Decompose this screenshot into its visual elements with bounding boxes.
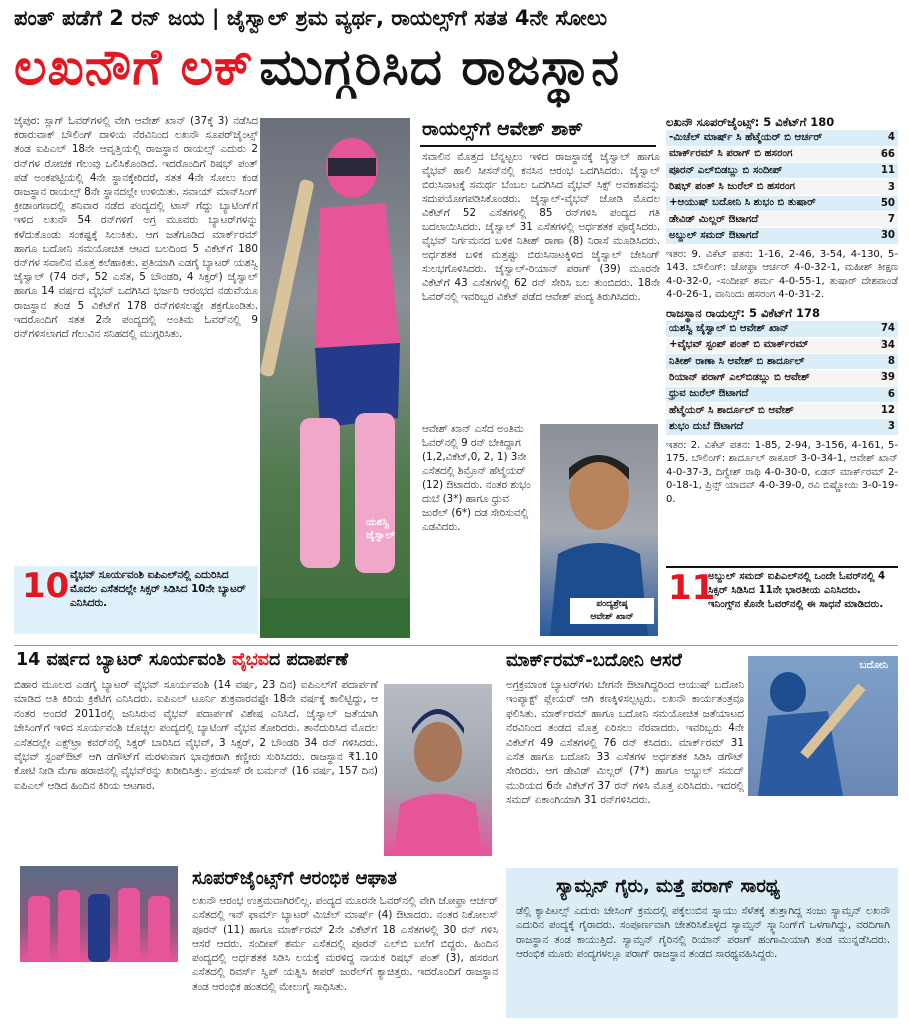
main-headline bbox=[14, 38, 896, 108]
main-story-paragraph: ಜೈಪುರ: ಸ್ಲಾಗ್ ಓವರ್‌ಗಳಲ್ಲಿ ವೇಗಿ ಆವೇಶ್ ಖಾನ್ (37ಕ್ಕೆ 3) ನಡೆಸಿದ ಕರಾರುವಾಕ್ ಬೌಲಿಂಗ್ ದಾಳಿಯ ನೆರವಿನಿಂದ ಲಖನೌ ಸೂಪರ್‌ಜೈಂಟ್ಸ್ ತಂಡ ಐಪಿಎಲ್ 18ನೇ ಆವೃತ್ತಿಯಲ್ಲಿ ರಾಜಸ್ಥಾನ ರಾಯಲ್ಸ್ ಎದುರು 2 ರನ್‌ಗಳ ರೋಚಕ ಗೆಲುವು ಒಲಿಸಿಕೊಂಡಿದೆ. ಇದರೊಂದಿಗೆ ರಿಷಭ್ ಪಂತ್ ಪಡೆ ಅಂಕಪಟ್ಟಿಯಲ್ಲಿ 4ನೇ ಸ್ಥಾನಕ್ಕೇರಿದರೆ, ಸತತ 4ನೇ ಸೋಲು ಕಂಡ ರಾಜಸ್ಥಾನ ರಾಯಲ್ಸ್ 8ನೇ ಸ್ಥಾನದಲ್ಲೇ ಉಳಿಯಿತು. ಸವಾಯ್ ಮಾನ್‌ಸಿಂಗ್ ಕ್ರೀಡಾಂಗಣದಲ್ಲಿ ಶನಿವಾರ ನಡೆದ ಪಂದ್ಯದಲ್ಲಿ ಟಾಸ್ ಗೆದ್ದು ಬ್ಯಾಟಿಂಗ್‌ಗೆ ಇಳಿದ ಲಖನೌ 54 ರನ್‌ಗಳಿಗೆ ಅಗ್ರ ಮೂವರು ಬ್ಯಾಟರ್‌ಗಳನ್ನು ಕಳೆದುಕೊಂಡು ಸಂಕಷ್ಟಕ್ಕೆ ಸಿಲುಕಿತು. ಆಗ ಜತೆಗೂಡಿದ ಮಾರ್ಕ್‌ರಮ್ ಹಾಗೂ ಬದೋನಿ ಸಮಯೋಚಿತ ಆಟದ ಬಲದಿಂದ 5 ವಿಕೆಟ್‌ಗೆ 180 ರನ್‌ಗಳ ಸವಾಲಿನ ಮೊತ್ತ ಕಲೆಹಾಕಿತು. ಪ್ರತಿಯಾಗಿ ಎಡಗೈ ಬ್ಯಾಟರ್ ಯಶಸ್ವಿ ಜೈಸ್ವಾಲ್ (74 ರನ್, 52 ಎಸೆತ, 5 ಬೌಂಡರಿ, 4 ಸಿಕ್ಸರ್) ಜೈಸ್ವಾಲ್ ಹಾಗೂ 14 ವರ್ಷದ ವೈಭವ್ ಒದಗಿಸಿದ ಭರ್ಜರಿ ಆರಂಭದ ನಡುವೆಯೂ ರಾಜಸ್ಥಾನ ತಂಡ 5 ವಿಕೆಟ್‌ಗೆ 178 ರನ್‌ಗಳಿಸಲಷ್ಟೇ ಶಕ್ತಗೊಂಡಿತು. ಇದರೊಂದಿಗೆ ಸತತ 2ನೇ ಪಂದ್ಯದಲ್ಲಿ ಅಂತಿಮ ಓವರ್‌ನಲ್ಲಿ 9 ರನ್‌ಗಳಿಸಲಾಗದೆ ಗೆಲುವಿನ ಸನಿಹದಲ್ಲಿ ಮುಗ್ಗರಿಸಿತು. bbox=[14, 115, 258, 341]
table-row: ರಿಯಾನ್ ಪರಾಗ್ ಎಲ್‌ಬಿಡಬ್ಲು ಬಿ ಆವೇಶ್ 39 bbox=[666, 370, 898, 386]
stat-text-11: ಅಬ್ದುಲ್ ಸಮದ್ ಐಪಿಎಲ್‌ನಲ್ಲಿ ಒಂದೇ ಓವರ್‌ನಲ್ಲಿ 4 ಸಿಕ್ಸರ್ ಸಿಡಿಸಿದ 11ನೇ ಭಾರತೀಯ ಎನಿಸಿದರು. ಇನಿಂಗ್ಸ್‌ನ ಕೊನೇ ಓವರ್‌ನಲ್ಲಿ ಈ ಸಾಧನೆ ಮಾಡಿದರು. bbox=[708, 571, 886, 610]
markram-title: ಮಾರ್ಕ್‌ರಮ್-ಬದೋನಿ ಆಸರೆ bbox=[506, 650, 682, 671]
rr-extras: ಇತರ: 2. ವಿಕೆಟ್ ಪತನ: 1-85, 2-94, 3-156, 4-161, 5-175. ಬೌಲಿಂಗ್: ಶಾರ್ದೂಲ್ ಠಾಕೂರ್ 3-0-34-1, ಆವೇಶ್ ಖಾನ್ 4-0-37-3, ದಿಗ್ವೇಶ್ ರಾಥಿ 4-0-30-0, ಏಡನ್ ಮಾರ್ಕ್‌ರಮ್ 2-0-18-1, ಪ್ರಿನ್ಸ್ ಯಾದವ್ 4-0-39-0, ರವಿ ಬಿಷ್ಣೋಯಿ 3-0-19-0. bbox=[666, 439, 898, 505]
table-row: ಹೆಟ್ಮೆಯರ್ ಸಿ ಶಾರ್ದೂಲ್ ಬಿ ಆವೇಶ್ 12 bbox=[666, 402, 898, 418]
rr-score-title: ರಾಜಸ್ಥಾನ ರಾಯಲ್ಸ್: 5 ವಿಕೆಟ್‌ಗೆ 178 bbox=[666, 305, 820, 320]
table-row: +ವೈಭವ್ ಸ್ಟಂಪ್ ಪಂತ್ ಬಿ ಮಾರ್ಕ್‌ರಮ್ 34 bbox=[666, 337, 898, 353]
player-portrait bbox=[384, 684, 492, 856]
setback-title: ಸೂಪರ್‌ಜೈಂಟ್ಸ್‌ಗೆ ಆರಂಭಿಕ ಆಘಾತ bbox=[192, 868, 397, 889]
stat-number-11: 11 bbox=[668, 568, 716, 608]
vaibhav-title: 14 ವರ್ಷದ ಬ್ಯಾಟರ್ ಸೂರ್ಯವಂಶಿ ವೈಭವದ ಪದಾರ್ಪಣೆ bbox=[16, 650, 349, 670]
badoni-photo bbox=[748, 656, 898, 796]
table-row: ರಿಷಭ್ ಪಂತ್ ಸಿ ಜುರೆಲ್ ಬಿ ಹಸರಂಗ 3 bbox=[666, 179, 898, 195]
stat-text-10: ವೈಭವ್ ಸೂರ್ಯವಂಶಿ ಐಪಿಎಲ್‌ನಲ್ಲಿ ಎದುರಿಸಿದ ಮೊದಲ ಎಸೆತದಲ್ಲೇ ಸಿಕ್ಸರ್ ಸಿಡಿಸಿದ 10ನೇ ಬ್ಯಾಟರ್ ಎನಿಸಿದರು. bbox=[70, 569, 246, 609]
table-row: ನಿತೀಶ್ ರಾಣಾ ಸಿ ಆವೇಶ್ ಬಿ ಶಾರ್ದೂಲ್ 8 bbox=[666, 354, 898, 370]
avesh-title: ರಾಯಲ್ಸ್‌ಗೆ ಆವೇಶ್ ಶಾಕ್ bbox=[422, 118, 584, 140]
table-row: ಯಶಸ್ವಿ ಜೈಸ್ವಾಲ್ ಬಿ ಆವೇಶ್ ಖಾನ್ 74 bbox=[666, 321, 898, 337]
main-story bbox=[14, 114, 258, 590]
vaibhav-body: ಬಿಹಾರ ಮೂಲದ ಎಡಗೈ ಬ್ಯಾಟರ್ ವೈಭವ್ ಸೂರ್ಯವಂಶಿ (14 ವರ್ಷ, 23 ದಿನ) ಐಪಿಎಲ್‌ಗೆ ಪದಾರ್ಪಣೆ ಮಾಡಿದ ಅತಿ ಕಿರಿಯ ಕ್ರಿಕೆಟಿಗ ಎನಿಸಿದರು. ಐಪಿಎಲ್ ಟೂರ್ನಿ ಶುಕ್ರವಾರವಷ್ಟೇ 18ನೇ ವರ್ಷಕ್ಕೆ ಕಾಲಿಟ್ಟಿದ್ದು, ಆ ನಂತರ ಅಂದರೆ 2011ರಲ್ಲಿ ಜನಿಸಿರುವ ವೈಭವ್ ಪದಾರ್ಪಣೆ ವಿಶೇಷ ಎನಿಸಿದೆ. ಜೈಸ್ವಾಲ್ ಜತೆಯಾಗಿ ಚೇಸಿಂಗ್‌ಗೆ ಇಳಿದ ಸೂರ್ಯವಂಶಿ ಚೊಚ್ಚಲ ಪಂದ್ಯದಲ್ಲಿ ಬ್ಯಾಟಿಂಗ್ ವೈಭವ ತೋರಿದರು. ತಾನೆದುರಿಸಿದ ಮೊದಲ ಎಸೆತದಲ್ಲೇ ಎಕ್ಸ್‌ಟ್ರಾ ಕವರ್‌ನಲ್ಲಿ ಸಿಕ್ಸರ್ ಬಾರಿಸಿದ ವೈಭವ್, 3 ಸಿಕ್ಸರ್, 2 ಬೌಂಡರಿ 34 ರನ್ ಗಳಿಸಿದರು. ವೈಭವ್ ಸ್ಟಂಪ್‌ಔಟ್ ಆಗಿ ಡಗೌಟ್‌ಗೆ ಮರಳುವಾಗ ಭಾವುಕರಾಗಿ ಕಣ್ಣೀರು ಸುರಿಸಿದರು. ರಾಜಸ್ಥಾನ ₹1.10 ಕೋಟಿ ನೀಡಿ ಮೆಗಾ ಹರಾಜಿನಲ್ಲಿ ವೈಭವ್‌ರನ್ನು ಖರೀದಿಸಿತ್ತು. ಪ್ರಯಾಸ್ ರೇ ಬರ್ಮನ್ (16 ವರ್ಷ, 157 ದಿನ) ಐಪಿಎಲ್ ಆಡಿದ ಹಿಂದಿನ ಕಿರಿಯ ಆಟಗಾರ. bbox=[14, 679, 378, 792]
lsg-extras: ಇತರ: 9. ವಿಕೆಟ್ ಪತನ: 1-16, 2-46, 3-54, 4-130, 5-143. ಬೌಲಿಂಗ್: ಜೋಫ್ರಾ ಆರ್ಚರ್ 4-0-32-1, ಮಹೀಶ್ ತೀಕ್ಷಣ 4-0-32-0, -ಸಂದೀಪ್ ಶರ್ಮ 4-0-55-1, ತುಷಾರ್ ದೇಶಪಾಂಡೆ 4-0-26-1, ವಾನಿಂದು ಹಸರಂಗ 4-0-31-2. bbox=[666, 248, 898, 301]
lsg-score-title: ಲಖನೌ ಸೂಪರ್‌ಜೈಂಟ್ಸ್: 5 ವಿಕೆಟ್‌ಗೆ 180 bbox=[666, 115, 835, 129]
section-divider bbox=[14, 645, 898, 646]
table-row: -ಮಿಚೆಲ್ ಮಾರ್ಷ್ ಸಿ ಹೆಟ್ಮೆಯರ್ ಬಿ ಆರ್ಚರ್ 4 bbox=[666, 130, 898, 146]
scorecard bbox=[666, 114, 898, 562]
batter-illustration bbox=[748, 656, 898, 796]
stat-number-10: 10 bbox=[22, 566, 70, 606]
table-row: ಶುಭಂ ದುಬೆ ಔಟಾಗದೆ 3 bbox=[666, 419, 898, 435]
table-row: ಮಾರ್ಕ್‌ರಮ್ ಸಿ ಪರಾಗ್ ಬಿ ಹಸರಂಗ 66 bbox=[666, 146, 898, 162]
jaiswal-caption: ಯಶಸ್ವಿ ಜೈಸ್ವಾಲ್ bbox=[366, 517, 396, 541]
team-photo bbox=[20, 866, 178, 962]
setback-body: ಲಖನೌ ಆರಂಭ ಉತ್ತಮವಾಗಿರಲಿಲ್ಲ. ಪಂದ್ಯದ ಮೂರನೇ ಓವರ್‌ನಲ್ಲಿ ವೇಗಿ ಜೋಫ್ರಾ ಆರ್ಚರ್ ಎಸೆತದಲ್ಲಿ ಇನ್ ಫಾರ್ಮ್ ಬ್ಯಾಟರ್ ಮಿಚೆಲ್ ಮಾರ್ಷ್ (4) ಔಟಾದರು. ನಂತರ ನಿಕೋಲಸ್ ಪೂರನ್ (11) ಹಾಗೂ ಮಾರ್ಕ್‌ರಮ್ 2ನೇ ವಿಕೆಟ್‌ಗೆ 18 ಎಸೆತಗಳಲ್ಲಿ 30 ರನ್ ಗಳಿಸಿ ಆಸರೆ ಆದರು. ಸಂದೀಪ್ ಶರ್ಮ ಎಸೆತದಲ್ಲಿ ಪೂರನ್ ಎಲ್‌ಬಿ ಬಲೆಗೆ ಬಿದ್ದರು. ಹಿಂದಿನ ಪಂದ್ಯದಲ್ಲಿ ಅರ್ಧಶತಕ ಸಿಡಿಸಿ ಲಯಕ್ಕೆ ಮರಳಿದ್ದ ನಾಯಕ ರಿಷಭ್ ಪಂತ್ (3), ಹಸರಂಗ ಎಸೆತದಲ್ಲಿ ರಿವರ್ಸ್ ಸ್ವಿಪ್ ಯತ್ನಿಸಿ ಕೀಪರ್ ಜುರೆಲ್‌ಗೆ ಕ್ಯಾಚಿತ್ತರು. ಇದರೊಂದಿಗೆ ರಾಜಸ್ಥಾನ ತಂಡ ಆರಂಭಿಕ ಹಂತದಲ್ಲಿ ಮೇಲುಗೈ ಸಾಧಿಸಿತು. bbox=[192, 895, 498, 993]
headline-black: ಮುಗ್ಗರಿಸಿದ ರಾಜಸ್ಥಾನ bbox=[259, 38, 621, 96]
divider bbox=[420, 145, 656, 147]
avesh-body-2: ಆವೇಶ್ ಖಾನ್ ಎಸೆದ ಅಂತಿಮ ಓವರ್‌ನಲ್ಲಿ 9 ರನ್ ಬೇಕಿದ್ದಾಗ (1,2,ವಿಕೆಟ್,0, 2, 1) 3ನೇ ಎಸೆತದಲ್ಲಿ ಶಿಮ್ರೊನ್ ಹೆಟ್ಮೆಯರ್ (12) ಔಟಾದರು. ನಂತರ ಶುಭಂ ದುಬೆ (3*) ಹಾಗೂ ಧ್ರುವ ಜುರೆಲ್ (6*) ದಡ ಸೇರಿಸುವಲ್ಲಿ ಎಡವಿದರು. bbox=[422, 423, 531, 533]
lsg-batting-table bbox=[666, 130, 898, 245]
parag-title: ಸ್ಯಾಮ್ಸನ್ ಗೈರು, ಮತ್ತೆ ಪರಾಗ್ ಸಾರಥ್ಯ bbox=[556, 876, 780, 897]
markram-body-top: ಅಗ್ರಕ್ರಮಾಂಕ ಬ್ಯಾಟರ್‌ಗಳು ಬೇಗನೇ ಔಟಾಗಿದ್ದರಿಂದ ಆಯುಷ್ ಬದೋನಿ ಇಂಪ್ಯಾಕ್ಟ್ ಪ್ಲೇಯರ್ ಆಗಿ ಕಣಕ್ಕಿಳಿಸಲ್ಪಟ್ಟರು. ಲಖನೌ ಕಾರ್ಯತಂತ್ರವೂ ಫಲಿಸಿತು. ಮಾರ್ಕ್‌ರಮ್ ಹಾಗೂ ಬದೋನಿ ಸಮಯೋಚಿತ ಜತೆಯಾಟದ ನೆರವಿನಿಂದ ತಂಡದ ಮೊತ್ತ ಏರಿಸಲು ನೆರವಾದರು. ಇವರಿಬ್ಬರು 4ನೇ ವಿಕೆಟ್‌ಗೆ 49 ಎಸೆತಗಳಲ್ಲಿ 76 ರನ್ ಕಸಿದರು. ಮಾರ್ಕ್‌ರಮ್ 31 ಎಸೆತ ಹಾಗೂ ಬದೋನಿ 33 ಎಸೆತಗಳ ಅರ್ಧಶತಕ ಸಿಡಿಸಿ ಡಗೌಟ್ ಸೇರಿದರು. ಆಗ ಡೇವಿಡ್ ಮಿಲ್ಲರ್ (7*) ಹಾಗೂ ಅಬ್ದುಲ್ ಸಮದ್ ಮುರಿಯದ 6ನೇ ವಿಕೆಟ್‌ಗೆ 37 ರನ್ ಗಳಿಸಿ ಮೊತ್ತ ಏರಿಸಿದರು. ಇದರಲ್ಲಿ ಸಮದ್ ಏಕಾಂಗಿಯಾಗಿ 31 ರನ್‌ಗಳಿಸಿದರು. bbox=[506, 679, 744, 807]
jaiswal-photo bbox=[260, 118, 410, 638]
headline-red: ಲಖನೌಗೆ ಲಕ್ bbox=[14, 38, 254, 96]
parag-body: ಡೆಲ್ಲಿ ಕ್ಯಾಪಿಟಲ್ಸ್ ಎದುರು ಚೇಸಿಂಗ್ ಕ್ರಮದಲ್ಲಿ ಪಕ್ಕೆಲುಬಿನ ಸ್ನಾಯು ಸೆಳೆತಕ್ಕೆ ತುತ್ತಾಗಿದ್ದ ಸಂಜು ಸ್ಯಾಮ್ಸನ್ ಲಖನೌ ಎದುರಿನ ಪಂದ್ಯಕ್ಕೆ ಗೈರಾದರು. ಸಂಪೂರ್ಣವಾಗಿ ಚೇತರಿಸಿಕೊಳ್ಳದ ಸ್ಯಾಮ್ಸನ್ ಸ್ಕ್ಯಾನಿಂಗ್‌ಗೆ ಒಳಗಾಗಿದ್ದು, ವರದಿಗಾಗಿ ರಾಜಸ್ಥಾನ ತಂಡ ಕಾಯುತ್ತಿದೆ. ಸ್ಯಾಮ್ಸನ್ ಗೈರಿನಲ್ಲಿ ರಿಯಾನ್ ಪರಾಗ್ ಹಂಗಾಮಿಯಾಗಿ ತಂಡ ಮುನ್ನಡೆಸಿದರು. ಆರಂಭಿಕ ಮೂರು ಪಂದ್ಯಗಳಲ್ಲೂ ಪರಾಗ್ ರಾಜಸ್ಥಾನ ತಂಡದ ಸಾರಥ್ಯವಹಿಸಿದ್ದರು. bbox=[516, 905, 890, 960]
table-row: +ಆಯುಷ್ ಬದೋನಿ ಸಿ ಶುಭಂ ಬಿ ತುಷಾರ್ 50 bbox=[666, 195, 898, 211]
kicker-line: ಪಂತ್ ಪಡೆಗೆ 2 ರನ್ ಜಯ | ಜೈಸ್ವಾಲ್ ಶ್ರಮ ವ್ಯರ್ಥ, ರಾಯಲ್ಸ್‌ಗೆ ಸತತ 4ನೇ ಸೋಲು bbox=[14, 6, 608, 30]
table-row: ಧ್ರುವ ಜುರೆಲ್ ಔಟಾಗದೆ 6 bbox=[666, 386, 898, 402]
rr-batting-table bbox=[666, 321, 898, 436]
table-row: ಅಬ್ದುಲ್ ಸಮದ್ ಔಟಾಗದೆ 30 bbox=[666, 228, 898, 244]
avesh-body: ಸವಾಲಿನ ಮೊತ್ತದ ಬೆನ್ನಟ್ಟಲು ಇಳಿದ ರಾಜಸ್ಥಾನಕ್ಕೆ ಜೈಸ್ವಾಲ್ ಹಾಗೂ ವೈಭವ್ ಹಾಲಿ ಸೀಸನ್‌ನಲ್ಲಿ ಕನಸಿನ ಆರಂಭ ಒದಗಿಸಿದರು. ಜೈಸ್ವಾಲ್ ಬಿರುಸಿನಾಟಕ್ಕೆ ಸಮರ್ಥ ಬೆಂಬಲ ಒದಗಿಸಿದ ವೈಭವ್ ಸಿಕ್ಸ್ ಅವಕಾಶವನ್ನು ಸದುಪಯೋಗಪಡಿಸಿಕೊಂಡರು. ಜೈಸ್ವಾಲ್-ವೈಭವ್ ಜೋಡಿ ಮೊದಲ ವಿಕೆಟ್‌ಗೆ 52 ಎಸೆತಗಳಲ್ಲಿ 85 ರನ್‌ಗಳಿಸಿ ಪಂದ್ಯದ ಗತಿ ಬದಲಾಯಿಸಿದರು. ಜೈಸ್ವಾಲ್ 31 ಎಸೆತಗಳಲ್ಲಿ ಅರ್ಧಶತಕ ಪೂರೈಸಿದರು. ವೈಭವ್ ನಿರ್ಗಮನದ ಬಳಿಕ ನಿತೀಶ್ ರಾಣಾ (8) ನಿರಾಸೆ ಮೂಡಿಸಿದರು. ಅರ್ಧಶತಕ ಬಳಿಕ ಮತ್ತಷ್ಟು ಬಿರುಸಿನಾಟಕ್ಕಿಳಿದ ಜೈಸ್ವಾಲ್ ಚೇಸಿಂಗ್ ಸುಲಭಗೊಳಿಸಿದರು. ಜೈಸ್ವಾಲ್-ರಿಯಾನ್ ಪರಾಗ್ (39) ಮೂರನೇ ವಿಕೆಟ್‌ಗೆ 43 ಎಸೆತಗಳಲ್ಲಿ 62 ರನ್ ಸೇರಿಸಿ ಬಲ ತುಂಬಿದರು. 18ನೇ ಓವರ್‌ನಲ್ಲಿ ಇವರಿಬ್ಬರ ವಿಕೆಟ್ ಪಡೆದ ಆವೇಶ್ ಪಂದ್ಯ ತಿರುಗಿಸಿದರು. bbox=[422, 151, 660, 303]
badoni-caption: ಬದೋನಿ bbox=[859, 660, 888, 671]
batter-illustration bbox=[260, 118, 410, 638]
avesh-photo bbox=[540, 424, 658, 636]
vaibhav-photo bbox=[384, 684, 492, 856]
table-row: ಪೂರನ್ ಎಲ್‌ಬಿಡಬ್ಲು ಬಿ ಸಂದೀಪ್ 11 bbox=[666, 163, 898, 179]
man-of-the-match-tag: ಪಂದ್ಯಶ್ರೇಷ್ಠ ಆವೇಶ್ ಖಾನ್ bbox=[570, 598, 654, 624]
table-row: ಡೇವಿಡ್ ಮಿಲ್ಲರ್ ಔಟಾಗದೆ 7 bbox=[666, 211, 898, 227]
team-illustration bbox=[20, 866, 178, 962]
